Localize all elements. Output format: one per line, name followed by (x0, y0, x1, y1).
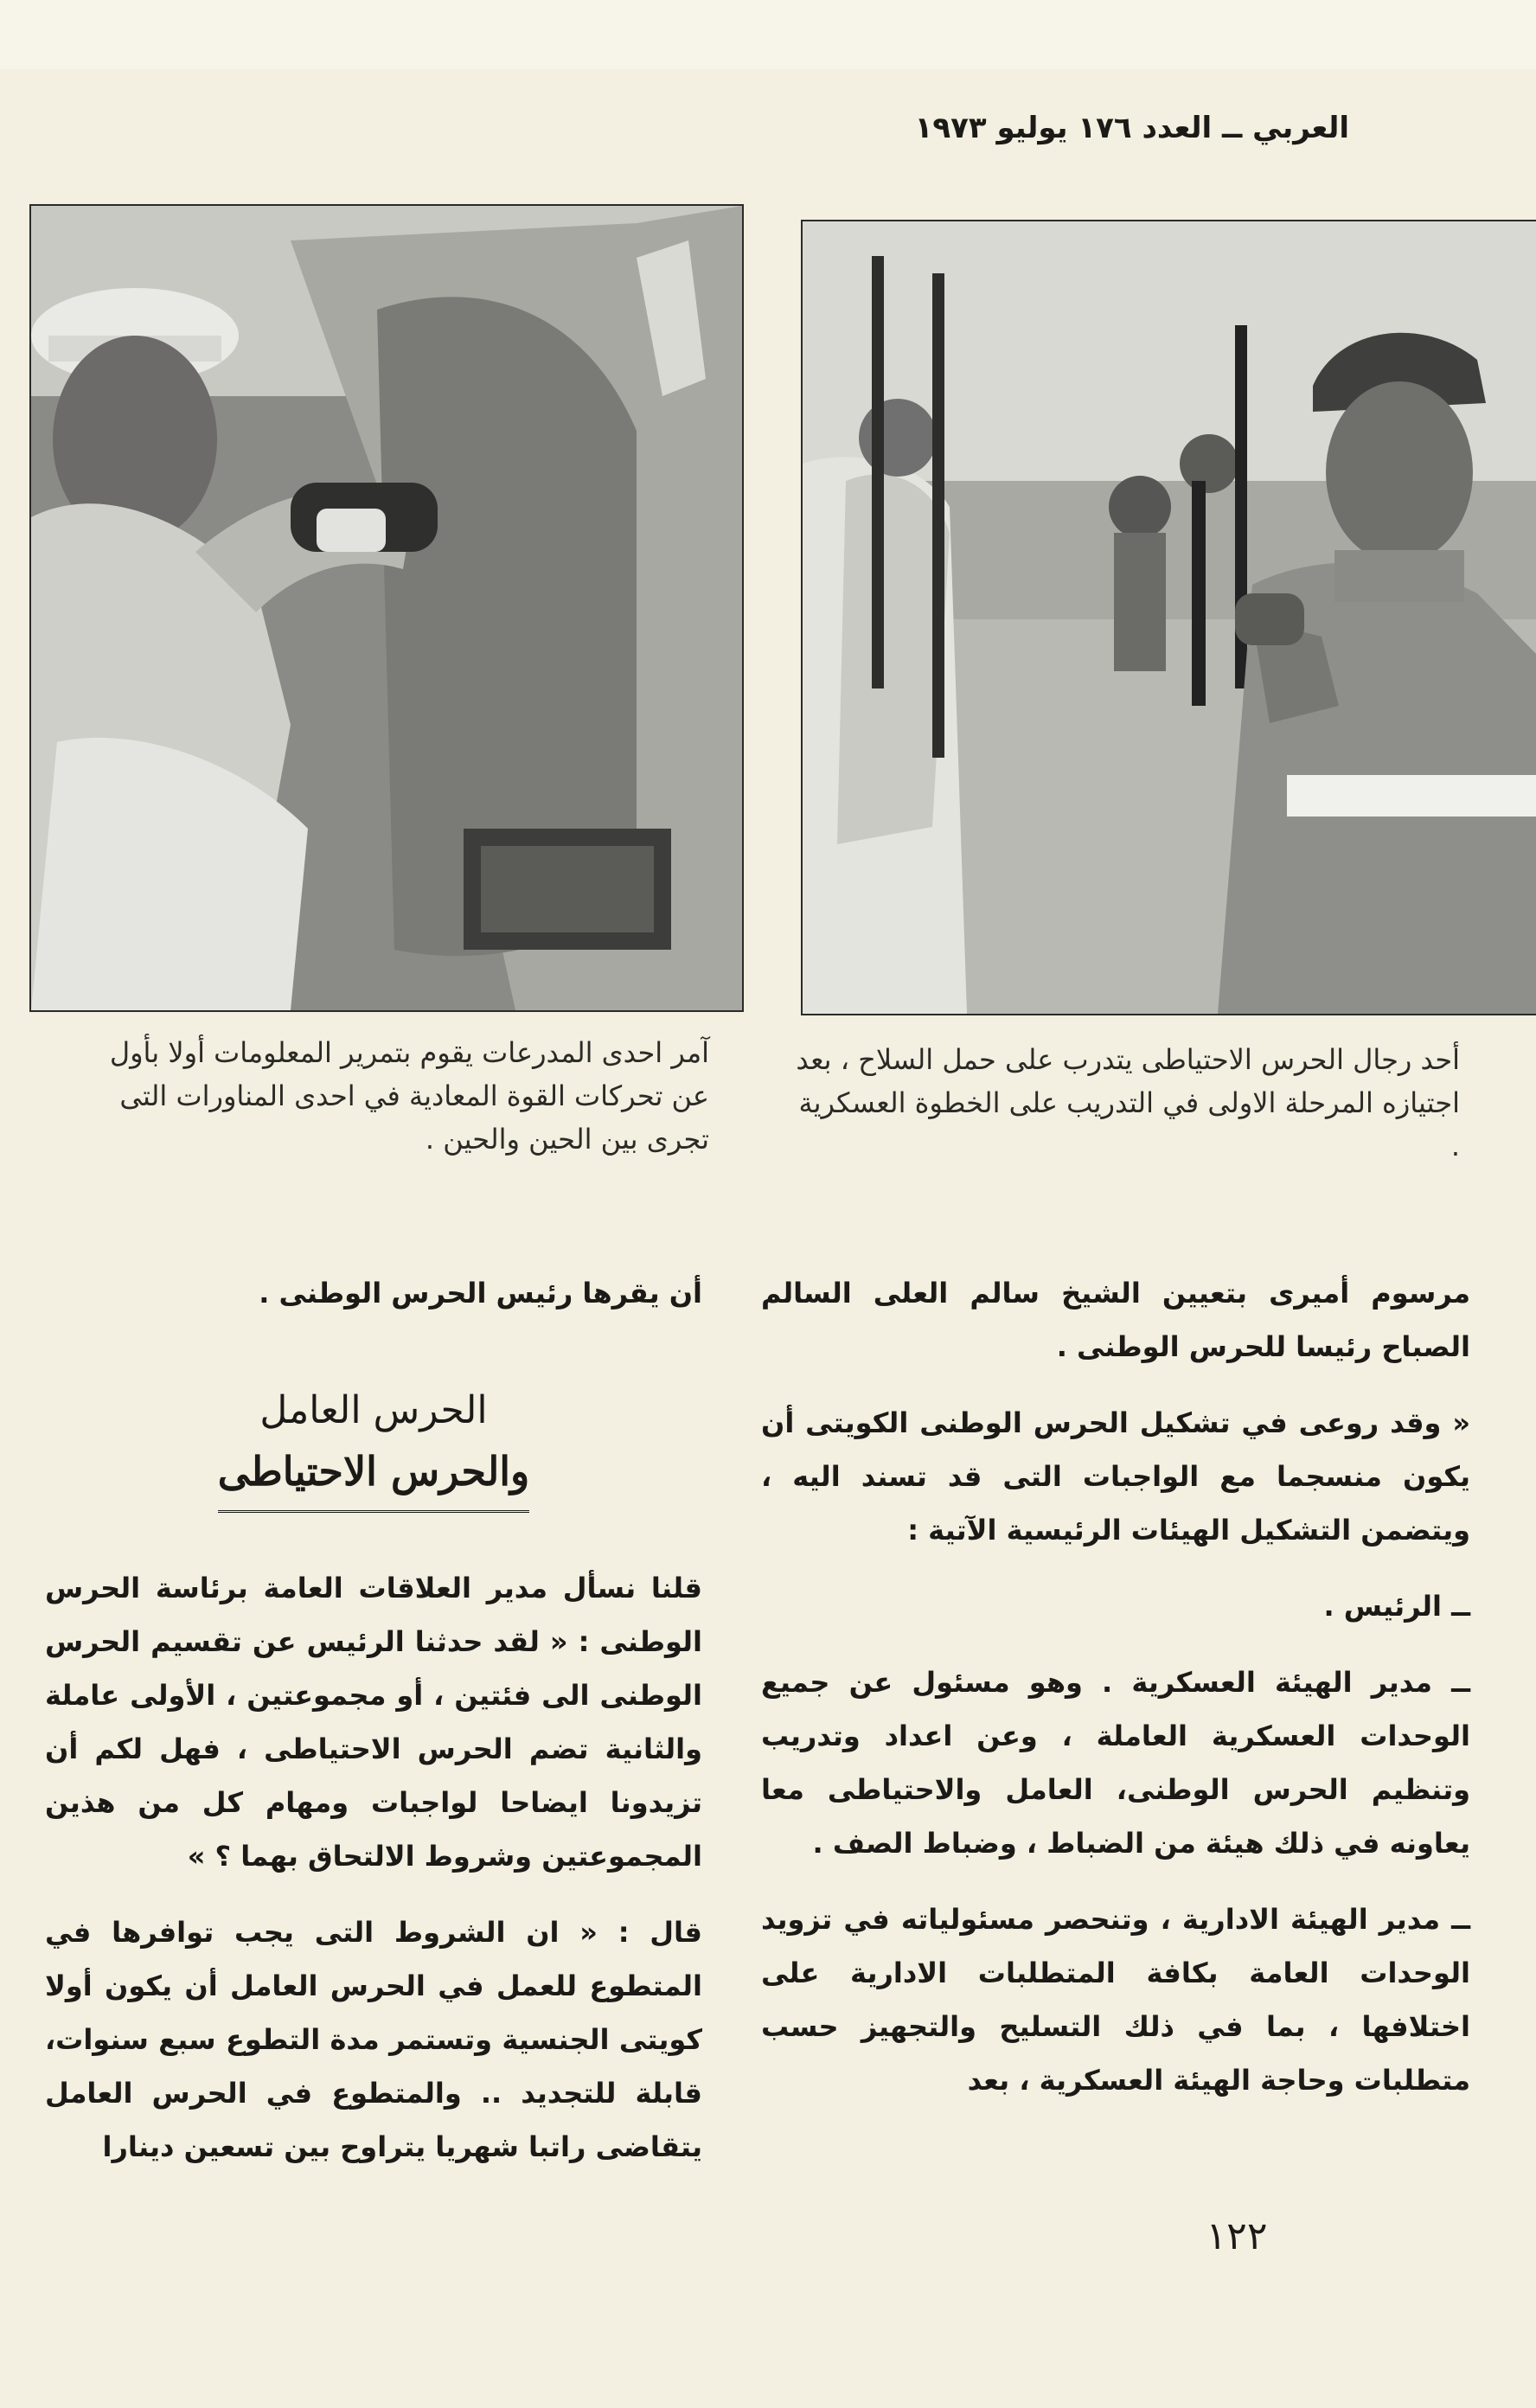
article-column-left (45, 1266, 702, 2196)
paragraph: ــ مدير الهيئة الادارية ، وتنحصر مسئولياته في تزويد الوحدات العامة بكافة المتطلبات الادارية على اختلافها ، بما في ذلك التسليح والتجهيز حسب متطلبات وحاجة الهيئة العسكرية ، بعد (761, 1903, 1470, 2097)
paragraph: ــ الرئيس . (1323, 1590, 1470, 1623)
paragraph: أن يقرها رئيس الحرس الوطنى . (259, 1277, 702, 1310)
photo-reserve-guard-image (803, 221, 1536, 1014)
paragraph: ــ مدير الهيئة العسكرية . وهو مسئول عن جميع الوحدات العسكرية العاملة ، وعن اعداد وتدريب وتنظيم الحرس الوطنى، العامل والاحتياطى معا يعاونه في ذلك هيئة من الضباط ، وضباط الصف . (761, 1666, 1470, 1860)
section-heading (45, 1380, 702, 1513)
paragraph: مرسوم أميرى بتعيين الشيخ سالم العلى السالم الصباح رئيسا للحرس الوطنى . (761, 1277, 1470, 1363)
paragraph: قلنا نسأل مدير العلاقات العامة برئاسة الحرس الوطنى : « لقد حدثنا الرئيس عن تقسيم الحرس الوطنى الى فئتين ، أو مجموعتين ، الأولى عاملة والثانية تضم الحرس الاحتياطى ، فهل لكم أن تزيدونا ايضاحا لواجبات ومهام كل من هذين المجموعتين وشروط الالتحاق بهما ؟ » (45, 1572, 702, 1873)
paragraph: قال : « ان الشروط التى يجب توافرها في المتطوع للعمل في الحرس العامل أن يكون أولا كويتى الجنسية وتستمر مدة التطوع سبع سنوات، قابلة للتجديد .. والمتطوع في الحرس العامل يتقاضى راتبا شهريا يتراوح بين تسعين دينارا (45, 1916, 702, 2163)
paragraph: « وقد روعى في تشكيل الحرس الوطنى الكويتى أن يكون منسجما مع الواجبات التى قد تسند اليه ، ويتضمن التشكيل الهيئات الرئيسية الآتية : (761, 1406, 1470, 1547)
photo-armored-vehicle-image (31, 206, 742, 1010)
masthead: العربي ــ العدد ١٧٦ يوليو ١٩٧٣ (914, 111, 1349, 145)
article-column-right (761, 1266, 1470, 2129)
section-heading-line1: الحرس العامل (259, 1388, 488, 1432)
photo-reserve-guard-soldier (801, 220, 1536, 1015)
caption-armored-vehicle: آمر احدى المدرعات يقوم بتمرير المعلومات أولا بأول عن تحركات القوة المعادية في احدى المناورات التى تجرى بين الحين والحين . (109, 1036, 709, 1156)
page-number: ١٢٢ (1206, 2214, 1268, 2258)
caption-reserve-guard: أحد رجال الحرس الاحتياطى يتدرب على حمل السلاح ، بعد اجتيازه المرحلة الاولى في التدريب على الخطوة العسكرية . (796, 1043, 1460, 1162)
page-top-margin (0, 0, 1536, 69)
photo-armored-vehicle-commander (29, 204, 744, 1012)
section-heading-line2: والحرس الاحتياطى (218, 1441, 529, 1513)
